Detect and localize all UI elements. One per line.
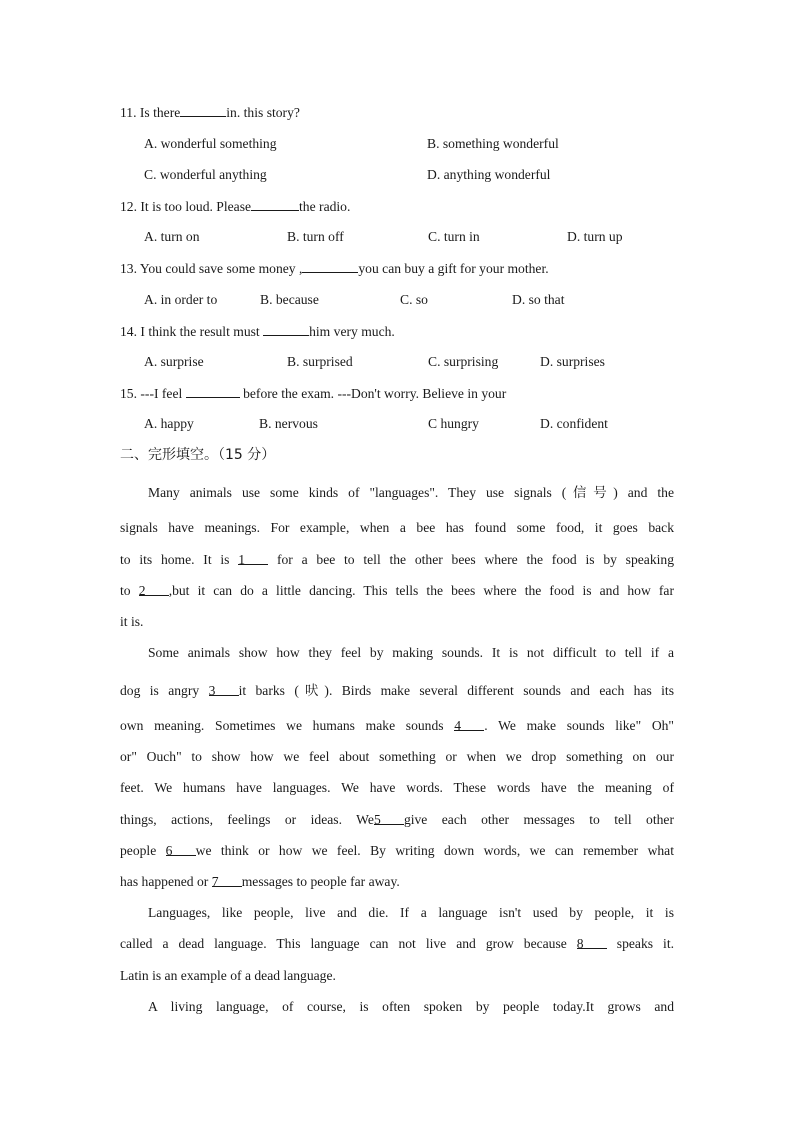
passage-line <box>120 519 674 537</box>
section-heading: 二、完形填空。（15 分） <box>120 447 276 463</box>
passage-text: Many animals use some kinds of "languages". They use signals (信号) and the <box>148 485 674 500</box>
passage-text: it is. <box>120 614 144 629</box>
passage-line <box>120 682 674 700</box>
option-d[interactable]: D. surprises <box>540 354 605 369</box>
passage-text: speaks it. <box>606 936 674 951</box>
passage-line <box>120 779 674 797</box>
option-b[interactable]: B. turn off <box>287 229 344 244</box>
passage-text: A living language, of course, is often spoken by people today.It grows and <box>148 999 674 1014</box>
passage-text: signals have meanings. For example, when a bee has found some food, it goes back <box>120 520 674 535</box>
question-14: 14. I think the result must him very much. <box>120 324 395 339</box>
passage-text: own meaning. Sometimes we humans make sounds <box>120 718 455 733</box>
option-c[interactable]: C. turn in <box>428 229 480 244</box>
option-a[interactable]: A. wonderful something <box>144 136 277 151</box>
question-13: 13. You could save some money , you can buy a gift for your mother. <box>120 261 549 276</box>
passage-text: feet. We humans have languages. We have words. These words have the meaning of <box>120 780 674 795</box>
option-a[interactable]: A. surprise <box>144 354 204 369</box>
passage-text: to its home. It is <box>120 552 239 567</box>
passage-line <box>148 904 674 922</box>
passage-text: Latin is an example of a dead language. <box>120 968 336 983</box>
option-c[interactable]: C. wonderful anything <box>144 167 267 182</box>
cloze-blank[interactable]: 6 <box>166 842 196 856</box>
passage-line <box>148 484 674 502</box>
cloze-blank[interactable]: 4 <box>454 717 484 731</box>
option-b[interactable]: B. because <box>260 292 319 307</box>
passage-text: give each other messages to tell other <box>403 812 674 827</box>
passage-line <box>120 873 674 891</box>
cloze-blank[interactable]: 8 <box>577 935 607 949</box>
cloze-blank[interactable]: 3 <box>209 682 239 696</box>
passage-line <box>120 551 674 569</box>
cloze-blank[interactable]: 5 <box>374 811 404 825</box>
option-b[interactable]: B. something wonderful <box>427 136 559 151</box>
answer-blank[interactable] <box>263 322 309 336</box>
option-d[interactable]: D. anything wonderful <box>427 167 551 182</box>
passage-text: messages to people far away. <box>241 874 400 889</box>
option-b[interactable]: B. surprised <box>287 354 353 369</box>
passage-line <box>120 842 674 860</box>
passage-text: Some animals show how they feel by making sounds. It is not difficult to tell if a <box>148 645 674 660</box>
question-11: 11. Is there in. this story? <box>120 105 300 120</box>
passage-line <box>120 967 674 985</box>
option-c[interactable]: C hungry <box>428 416 479 431</box>
passage-text: for a bee to tell the other bees where the food is by speaking <box>268 552 675 567</box>
answer-blank[interactable] <box>186 384 240 398</box>
passage-text: to <box>120 583 139 598</box>
cloze-blank[interactable]: 2 <box>139 582 169 596</box>
option-a[interactable]: A. in order to <box>144 292 218 307</box>
option-a[interactable]: A. happy <box>144 416 194 431</box>
passage-text: people <box>120 843 166 858</box>
option-d[interactable]: D. turn up <box>567 229 623 244</box>
option-c[interactable]: C. so <box>400 292 428 307</box>
passage-line <box>120 613 674 631</box>
passage-line <box>148 998 674 1016</box>
passage-text: Languages, like people, live and die. If a language isn't used by people, it is <box>148 905 674 920</box>
cloze-blank[interactable]: 1 <box>238 551 268 565</box>
option-c[interactable]: C. surprising <box>428 354 499 369</box>
passage-text: or" Ouch" to show how we feel about something or when we drop something on our <box>120 749 674 764</box>
option-d[interactable]: D. so that <box>512 292 565 307</box>
passage-line <box>148 644 674 662</box>
answer-blank[interactable] <box>251 197 299 211</box>
passage-text: called a dead language. This language can not live and grow because <box>120 936 577 951</box>
option-a[interactable]: A. turn on <box>144 229 200 244</box>
passage-text: it barks (吠). Birds make several different sounds and each has its <box>238 683 674 698</box>
passage-line <box>120 811 674 829</box>
passage-line <box>120 717 674 735</box>
passage-line <box>120 582 674 600</box>
question-15: 15. ---I feel before the exam. ---Don't worry. Believe in your <box>120 386 507 401</box>
cloze-blank[interactable]: 7 <box>212 873 242 887</box>
passage-line <box>120 935 674 953</box>
passage-text: we think or how we feel. By writing down words, we can remember what <box>195 843 674 858</box>
option-b[interactable]: B. nervous <box>259 416 318 431</box>
answer-blank[interactable] <box>180 103 226 117</box>
passage-text: ,but it can do a little dancing. This tells the bees where the food is and how far <box>168 583 674 598</box>
passage-text: . We make sounds like" Oh" <box>484 718 674 733</box>
option-d[interactable]: D. confident <box>540 416 608 431</box>
passage-text: dog is angry <box>120 683 209 698</box>
passage-text: things, actions, feelings or ideas. We <box>120 812 374 827</box>
passage-line <box>120 748 674 766</box>
passage-text: has happened or <box>120 874 212 889</box>
question-12: 12. It is too loud. Please the radio. <box>120 199 351 214</box>
answer-blank[interactable] <box>302 259 358 273</box>
